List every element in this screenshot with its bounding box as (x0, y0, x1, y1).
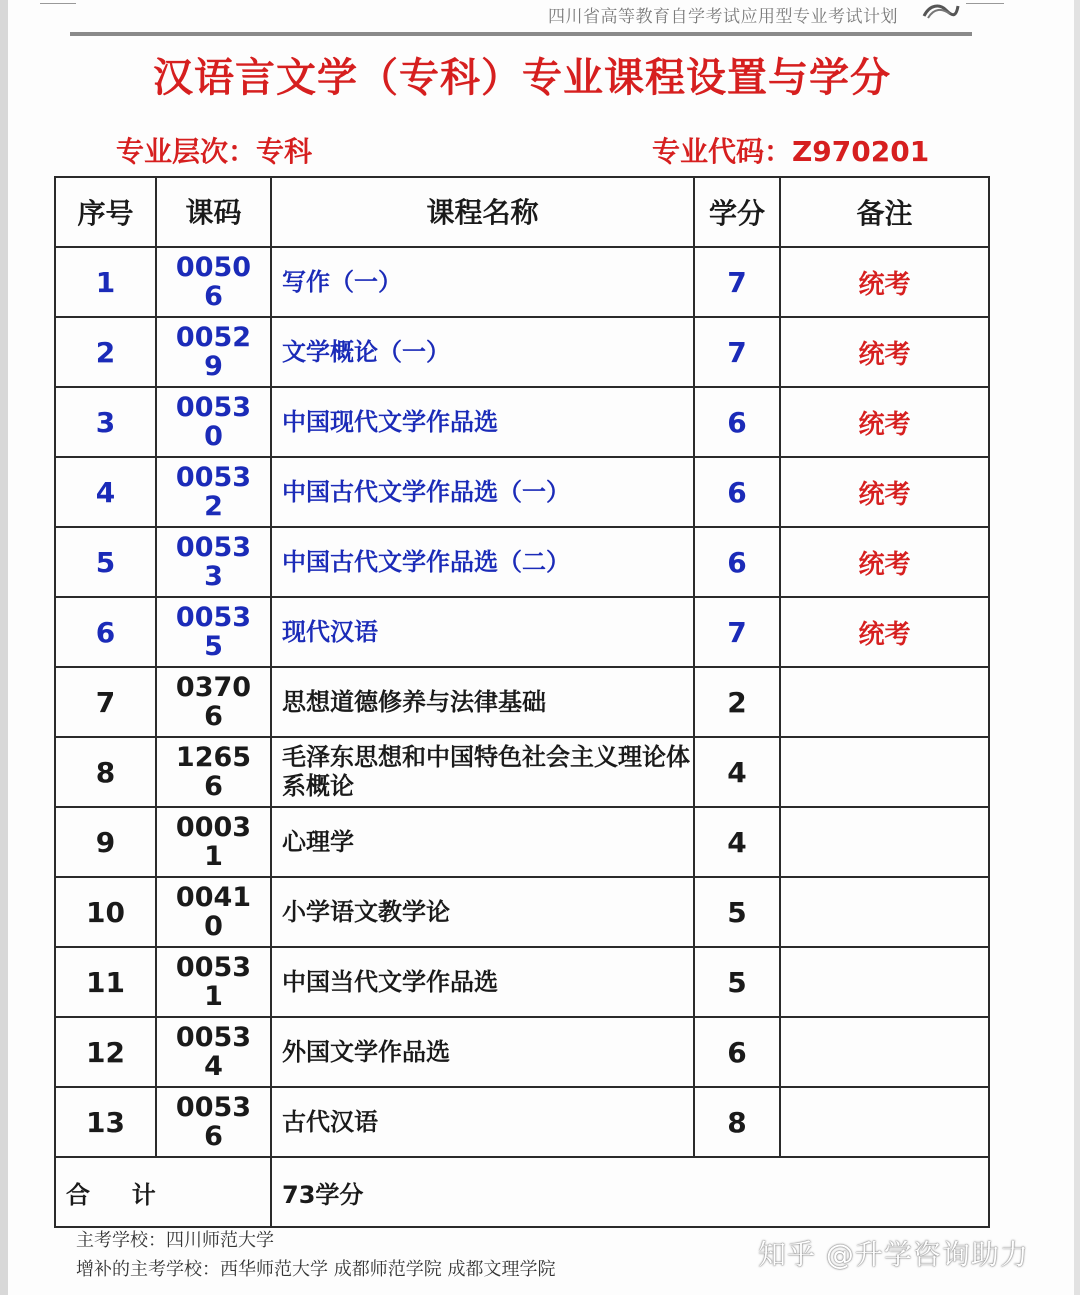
header-code: 课码 (156, 177, 271, 247)
cell-code (156, 947, 271, 1017)
cell-credit: 8 (694, 1087, 780, 1157)
cell-course-name: 古代汉语 (271, 1087, 694, 1157)
cell-code-part-b: 6 (204, 771, 223, 802)
cell-course-name: 中国古代文学作品选（二） (271, 527, 694, 597)
major-code: 专业代码：Z970201 (652, 135, 930, 168)
cell-code-part-a: 0052 (175, 322, 252, 353)
cell-credit: 5 (694, 947, 780, 1017)
cell-seq: 8 (55, 737, 156, 807)
table-row (55, 597, 989, 667)
cell-seq: 11 (55, 947, 156, 1017)
cell-code-part-a: 0053 (175, 602, 252, 633)
cell-code (156, 1017, 271, 1087)
cell-seq: 5 (55, 527, 156, 597)
cell-course-name: 中国当代文学作品选 (271, 947, 694, 1017)
cell-note (780, 947, 989, 1017)
cell-code-part-a: 0053 (175, 1092, 252, 1123)
cell-note (780, 1087, 989, 1157)
cell-credit: 6 (694, 457, 780, 527)
cell-code (156, 807, 271, 877)
cell-code-part-b: 6 (204, 281, 223, 312)
cell-code-part-b: 0 (204, 421, 223, 452)
cell-code-part-b: 0 (204, 911, 223, 942)
cell-credit: 6 (694, 1017, 780, 1087)
cell-note (780, 807, 989, 877)
cell-course-name: 小学语文教学论 (271, 877, 694, 947)
course-table (54, 176, 990, 1228)
table-row (55, 667, 989, 737)
cell-course-name: 外国文学作品选 (271, 1017, 694, 1087)
cell-note (780, 737, 989, 807)
cell-code-part-b: 6 (204, 701, 223, 732)
table-row (55, 457, 989, 527)
zhihu-watermark: 知乎 @升学咨询助力 (758, 1238, 1029, 1271)
cell-note (780, 877, 989, 947)
table-row (55, 387, 989, 457)
total-label: 合 计 (55, 1157, 271, 1227)
cell-code (156, 737, 271, 807)
cell-credit: 7 (694, 247, 780, 317)
table-row (55, 1087, 989, 1157)
cell-code-part-a: 0053 (175, 392, 252, 423)
cell-code (156, 457, 271, 527)
crop-mark-left (40, 0, 76, 4)
total-row (55, 1157, 989, 1227)
cell-code-part-a: 0041 (175, 882, 252, 913)
cell-course-name: 中国现代文学作品选 (271, 387, 694, 457)
cell-note: 统考 (780, 457, 989, 527)
cell-code-part-a: 0370 (175, 672, 252, 703)
cell-credit: 2 (694, 667, 780, 737)
cell-code (156, 247, 271, 317)
cell-course-name: 中国古代文学作品选（一） (271, 457, 694, 527)
cell-credit: 6 (694, 527, 780, 597)
cell-seq: 3 (55, 387, 156, 457)
cell-code-part-a: 0050 (175, 252, 252, 283)
cell-code (156, 387, 271, 457)
cell-note: 统考 (780, 247, 989, 317)
cell-code-part-a: 0053 (175, 952, 252, 983)
cell-code-part-b: 6 (204, 1121, 223, 1152)
cell-seq: 2 (55, 317, 156, 387)
cell-course-name: 毛泽东思想和中国特色社会主义理论体系概论 (271, 737, 694, 807)
cell-code-part-b: 9 (204, 351, 223, 382)
document-header: 四川省高等教育自学考试应用型专业考试计划 (548, 7, 898, 27)
header-credit: 学分 (694, 177, 780, 247)
cell-course-name: 文学概论（一） (271, 317, 694, 387)
cell-code-part-a: 1265 (175, 742, 252, 773)
header-rule (70, 32, 972, 36)
cell-code-part-a: 0053 (175, 462, 252, 493)
table-row (55, 877, 989, 947)
major-level: 专业层次：专科 (116, 135, 313, 168)
cell-credit: 7 (694, 597, 780, 667)
cell-note: 统考 (780, 387, 989, 457)
scribble-logo-icon (920, 0, 960, 22)
table-row (55, 947, 989, 1017)
cell-seq: 4 (55, 457, 156, 527)
cell-credit: 5 (694, 877, 780, 947)
cell-course-name: 思想道德修养与法律基础 (271, 667, 694, 737)
page-left-edge (0, 0, 8, 1295)
cell-credit: 4 (694, 807, 780, 877)
cell-code (156, 1087, 271, 1157)
cell-code-part-b: 5 (204, 631, 223, 662)
table-row (55, 527, 989, 597)
cell-course-name: 写作（一） (271, 247, 694, 317)
page-right-edge (1074, 0, 1080, 1295)
cell-seq: 12 (55, 1017, 156, 1087)
cell-note: 统考 (780, 317, 989, 387)
cell-seq: 7 (55, 667, 156, 737)
cell-code-part-b: 1 (204, 981, 223, 1012)
cell-note (780, 1017, 989, 1087)
cell-code-part-b: 4 (204, 1051, 223, 1082)
cell-code (156, 527, 271, 597)
cell-credit: 4 (694, 737, 780, 807)
cell-code-part-a: 0053 (175, 532, 252, 563)
table-header-row (55, 177, 989, 247)
total-value: 73学分 (271, 1157, 989, 1227)
page-title: 汉语言文学（专科）专业课程设置与学分 (153, 55, 891, 101)
cell-seq: 13 (55, 1087, 156, 1157)
cell-seq: 10 (55, 877, 156, 947)
cell-seq: 1 (55, 247, 156, 317)
cell-code (156, 317, 271, 387)
table-row (55, 317, 989, 387)
extra-schools: 增补的主考学校：西华师范大学 成都师范学院 成都文理学院 (76, 1259, 556, 1280)
cell-code-part-b: 2 (204, 491, 223, 522)
main-school: 主考学校：四川师范大学 (76, 1230, 274, 1251)
cell-code (156, 877, 271, 947)
cell-course-name: 心理学 (271, 807, 694, 877)
cell-course-name: 现代汉语 (271, 597, 694, 667)
cell-seq: 6 (55, 597, 156, 667)
table-row (55, 807, 989, 877)
table-row (55, 1017, 989, 1087)
cell-code-part-b: 3 (204, 561, 223, 592)
crop-mark-right (966, 0, 1004, 4)
cell-note (780, 667, 989, 737)
cell-credit: 7 (694, 317, 780, 387)
header-seq: 序号 (55, 177, 156, 247)
cell-credit: 6 (694, 387, 780, 457)
cell-code (156, 667, 271, 737)
cell-code-part-a: 0053 (175, 1022, 252, 1053)
cell-code-part-b: 1 (204, 841, 223, 872)
header-name: 课程名称 (271, 177, 694, 247)
table-row (55, 737, 989, 807)
table-row (55, 247, 989, 317)
cell-code-part-a: 0003 (175, 812, 252, 843)
header-note: 备注 (780, 177, 989, 247)
cell-code (156, 597, 271, 667)
cell-note: 统考 (780, 597, 989, 667)
cell-seq: 9 (55, 807, 156, 877)
cell-note: 统考 (780, 527, 989, 597)
